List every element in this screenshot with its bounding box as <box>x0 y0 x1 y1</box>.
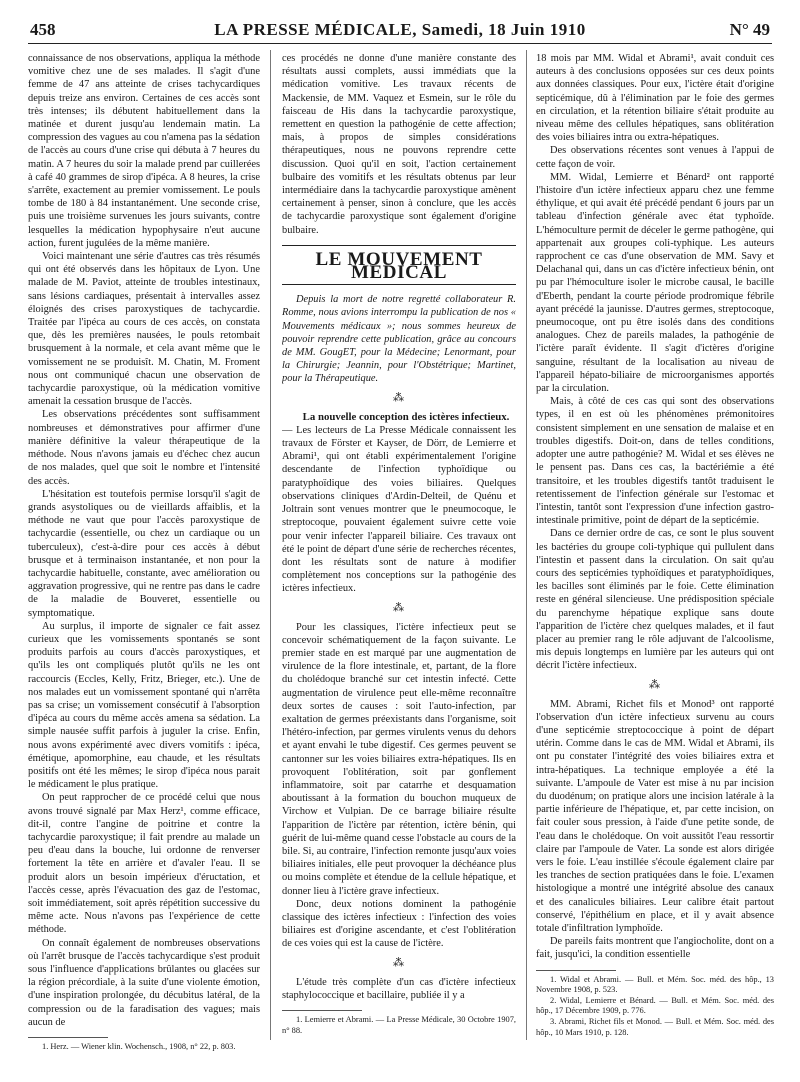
paragraph: 18 mois par MM. Widal et Abrami¹, avait conduit ces auteurs à des conclusions opposées sur ces deux points aux données classiques. Pour eux, l'ictère était d'origine septicémique, dû à l'élimination par le foie des germes en circulation, et la rétention biliaire s'était produite au niveau même des cellules hépatiques, sans oblitération des voies biliaires intra ou extra-hépatiques. <box>536 53 774 144</box>
paragraph: connaissance de nos observations, appliqua la méthode vomitive chez une de ses malades. Il s'agit d'une femme de 47 ans atteinte de crises tachycardiques depuis treize ans environ. Certaines de ces accès sont très intenses; ils débutent habituellement dans la matinée et durent jusqu'au lendemain matin. La compression des vagues au cou n'amena pas la sédation de l'accès au cours d'une crise qui débuta à 7 heures du matin. A 7 heures du soir la malade prend par cuillerées à café 40 grammes de sirop d'ipéca. A 8 heures, la crise s'arrête, exactement au premier vomissement. Le pouls tombe de 180 à 84 instantanément. Une seconde crise, puis une troisième survenues les jours suivants, contre lesquelles la médication hypophysaire n'eut aucune action, furent jugulées de la même manière. <box>28 53 260 249</box>
paragraph: Donc, deux notions dominent la pathogénie classique des ictères infectieux : l'infection des voies biliaires est d'origine ascendante, et c'est l'oblitération de ces voies qui est la cause de l'ictère. <box>282 898 516 950</box>
footnote-rule <box>536 970 616 971</box>
asterism: ⁂ <box>393 601 405 614</box>
footnote-rule <box>282 1010 362 1011</box>
column-separator <box>526 50 527 1040</box>
column-2 <box>282 52 516 1054</box>
section-title: LE MOUVEMENT MÉDICAL <box>282 245 516 285</box>
paragraph: ces procédés ne donne d'une manière constante des résultats aussi complets, aussi immédiats que la médication vomitive. Les travaux récents de Mackensie, de MM. Vaquez et Esmein, sur le rôle du faisceau de His dans la tachycardie paroxystique, remettent en question la pathogénie de cette affection; mais, à propos de simples considérations thérapeutiques, nous ne pouvons reprendre cette discussion. Quoi qu'il en soit, l'action certainement bulbaire des vomitifs et les résultats obtenus par leur intermédiaire dans la tachycardie paroxystique amènent certainement à penser, sinon à conclure, que les accès de tachycardie paroxystique sont également d'origine bulbaire. <box>282 53 516 236</box>
journal-title: LA PRESSE MÉDICALE, Samedi, 18 Juin 1910 <box>214 20 586 39</box>
page-header <box>30 20 770 40</box>
paragraph: De pareils faits montrent que l'angiocholite, dont on a fait, jusqu'ici, la condition essentielle <box>536 936 774 961</box>
asterism: ⁂ <box>393 956 405 969</box>
paragraph: Mais, à côté de ces cas qui sont des observations types, il en est où les phénomènes prémonitoires consistent simplement en une sensation de malaise et en troubles digestifs. Doit-on, dans de telles conditions, adopter une autre pathogénie? M. Widal et ses élèves ne le pensent pas. Dans ces cas, la bactériémie a été transitoire, et les troubles digestifs tantôt traduisent le retentissement de l'infection générale sur l'estomac et l'intestin, tantôt sont l'expression d'une infection gastro-intestinale primitive, point de départ de la septicémie. <box>536 396 774 527</box>
page-number: 458 <box>30 20 56 39</box>
paragraph: Pour les classiques, l'ictère infectieux peut se concevoir schématiquement de la façon suivante. Le premier stade en est marqué par une augmentation de virulence de la flore intestinale, et, partant, de la flore du cholédoque branché sur cet intestin infecté. Cette augmentation de virulence peut elle-même reconnaître deux sortes de causes : soit l'auto-infection, par exaltation de germes préexistants dans l'organisme, soit l'hétéro-infection, par germes virulents venus du dehors et ayant envahi le tube digestif. Ces germes peuvent se cantonner sur les voies biliaires extra-hépatiques. Ils en provoquent l'oblitération, soit par gonflement inflammatoire, soit par catarrhe et desquamation aboutissant à la formation du bouchon muqueux de Virchow et Vulpian. De ce barrage biliaire résulte l'apparition de l'ictère par rétention, ictère bénin, qui guérit de lui-même quand cesse l'obstacle au cours de la bile. Si, au contraire, l'infection remonte jusqu'aux voies biliaires initiales, elle peut provoquer la déchéance plus ou moins complète et étendue de la cellule hépatique, et donner lieu à l'ictère grave infectieux. <box>282 621 516 897</box>
footnote: 1. Herz. — Wiener klin. Wochensch., 1908, n° 22, p. 803. <box>42 1042 236 1052</box>
section-intro: Depuis la mort de notre regretté collaborateur R. Romme, nous avions interrompu la publication de nos « Mouvements médicaux »; nous sommes heureux de pouvoir reprendre cette publication, grâce au concours de MM. GougET, pour la Médecine; Lenormant, pour la Chirurgie; Jeannin, pour l'Obstétrique; Martinet, pour la Thérapeutique. <box>282 294 516 385</box>
header-rule <box>28 43 772 44</box>
paragraph: Dans ce dernier ordre de cas, ce sont le plus souvent les bactéries du groupe coli-typhique qui pullulent dans l'intestin et passent dans la circulation. On sait qu'au cours des septicémies typhoïdiques et paratyphoïdiques, les bacilles sont éliminés par le foie. Cette élimination reste en général silencieuse. Une prédisposition spéciale du parenchyme hépatique explique sans doute l'apparition de l'ictère chez quelques malades, et il faut placer au premier rang le rôle adjuvant de l'alcoolisme, mis depuis longtemps en lumière par les auteurs qui ont décrit l'ictère infectieux. <box>536 528 774 672</box>
footnote: 1. Widal et Abrami. — Bull. et Mém. Soc. méd. des hôp., 13 Novembre 1908, p. 523. <box>536 974 774 995</box>
footnote: 2. Widal, Lemierre et Bénard. — Bull. et Mém. Soc. méd. des hôp., 17 Décembre 1909, p. 776. <box>536 995 774 1016</box>
paragraph: MM. Abrami, Richet fils et Monod³ ont rapporté l'observation d'un ictère infectieux survenu au cours d'une septicémie streptococcique à point de départ utérin. Comme dans le cas de MM. Widal et Abrami, ils ont pu constater l'intégrité des voies biliaires extra et intra-hépatiques. La technique employée a été la suivante. L'ampoule de Vater est mise à nu par incision du duodénum; on pratique alors une incision latérale à la partie inférieure de l'hépatique, et, par cette incision, on fait couler sous pression, à l'aide d'une petite sonde, de l'eau dans le cholédoque. On voit aussitôt l'eau ressortir claire par l'ampoule de Vater. La sonde est alors dirigée vers le foie. L'eau instillée s'écoule également claire par les tranches de section pratiquées dans le foie. L'examen histologique a montré une intégrité absolue des canaux et des canalicules biliaires. Leur calibre était partout conservé, l'épithélium en place, et il y avait absence totale d'infiltration lymphoïde. <box>536 698 774 934</box>
paragraph: Des observations récentes sont venues à l'appui de cette façon de voir. <box>536 145 774 170</box>
paragraph: L'étude très complète d'un cas d'ictère infectieux staphylococcique et bacillaire, publiée il y a <box>282 976 516 1001</box>
issue-number: N° 49 <box>729 20 770 39</box>
asterism: ⁂ <box>393 391 405 404</box>
footnote: 1. Lemierre et Abrami. — La Presse Médicale, 30 Octobre 1907, n° 88. <box>282 1015 516 1035</box>
article-subhead: La nouvelle conception des ictères infectieux. <box>302 410 510 423</box>
column-3 <box>536 52 774 1054</box>
column-1 <box>28 52 260 1054</box>
paragraph: Voici maintenant une série d'autres cas très résumés qui ont été observés dans les hôpitaux de Lyon. Une malade de M. Paviot, atteinte de troubles intestinaux, sans lésions cardiaques, présentait à intervalles assez éloignés des crises paroxystiques de tachycardie. Traitée par l'ipéca au cours de ces accès, on constata que, dès les premières nausées, le pouls retombait brusquement à la normale, et cela avant même que le vomissement ne se produisît. M. Chatin, M. Froment nous ont communiqué chacun une observation de tachycardie paroxystique, où la médication vomitive amenait la cessation brusque de l'accès. <box>28 251 260 408</box>
column-separator <box>270 50 271 1040</box>
paragraph: MM. Widal, Lemierre et Bénard² ont rapporté l'histoire d'un ictère infectieux apparu chez une femme éthylique, et qui avait été précédé pendant 6 jours par un tableau d'infection générale avec état typhoïde. L'hémoculture permit de déceler le germe pathogène, qui appartenait aux groupes coli-typhique. Les auteurs rapprochent ce cas d'une observation de MM. Savy et Delachanal qui, dans un cas d'ictère infectieux bénin, ont pu par l'hémoculture isoler le microbe causal, le bacille d'Eberth, pendant la courte période prodromique fébrile ayant précédé la jaunisse. D'autres germes, streptocoque, pneumocoque, ont pu être isolés dans des conditions analogues. Chez de pareils malades, la pathogénie de l'ictère paraît évidente. Il s'agit d'ictères d'origine sanguine, résultant de la localisation au niveau de l'appareil hépato-biliaire de microorganismes apportés par la circulation. <box>536 171 774 395</box>
paragraph: L'hésitation est toutefois permise lorsqu'il s'agit de grands asystoliques ou de vieillards affaiblis, et la méthode ne vaut que pour l'accès paroxystique de tachycardie (essentielle, ou chez un cardiaque ou un tuberculeux), c'est-à-dire pour ces accès à début brusque et à terminaison instantanée, et non pour la tachycardie habituelle, constante, avec amélioration ou aggravation progressive, qui ne rentre pas dans le cadre de la maladie de Bouveret, essentielle ou symptomatique. <box>28 488 260 619</box>
asterism: ⁂ <box>649 678 661 691</box>
paragraph: Au surplus, il importe de signaler ce fait assez curieux que les vomissements spontanés se sont produits parfois au cours d'accès paroxystiques, et qu'ils les ont compliqués plutôt qu'ils ne les ont raccourcis (Eccles, Kelly, Fritz, Brieger, etc.). Une de nos malades eut un vomissement spontané qui n'arrêta pas sa crise; un vomissement consécutif à l'absorption d'ipéca au cours du même accès amena sa sédation. La simple nausée suffit parfois à juguler la crise. Enfin, nous avons expérimenté avec divers vomitifs : ipéca, émétique, apomorphine, eau chaude, et les résultats positifs ont été les mêmes; le sirop d'ipéca nous parait le médicament le plus pratique. <box>28 620 260 791</box>
footnote-rule <box>28 1037 108 1038</box>
footnote: 3. Abrami, Richet fils et Monod. — Bull. et Mém. Soc. méd. des hôp., 10 Mars 1910, p. 128. <box>536 1016 774 1037</box>
paragraph: On connaît également de nombreuses observations où l'arrêt brusque de l'accès tachycardique s'est produit sous l'influence d'applications brûlantes ou glacées sur la région précordiale, à la suite d'une violente émotion, d'une inspiration prolongée, du décubitus latéral, de la compression ou de la faradisation des vagues; mais aucun de <box>28 937 260 1028</box>
paragraph: Les observations précédentes sont suffisamment nombreuses et démonstratives pour affirmer d'une manière définitive la valeur thérapeutique de la méthode. Nous n'avons jamais eu d'échec chez aucun de nos malades, quel que soit le nombre et l'intensité des accès. <box>28 409 260 487</box>
paragraph: On peut rapprocher de ce procédé celui que nous avons trouvé signalé par Max Herz¹, comme efficace, dit-il, contre l'angine de poitrine et contre la tachycardie paroxystique; il fait prendre au malade un peu d'eau dans la bouche, lui ordonne de renverser fortement la tête en arrière et d'avaler l'eau. Il se produit alors un besoin impérieux d'éructation, et l'accès cesse, après l'évacuation des gaz de l'estomac, soit immédiatement, soit après répétition successive du même acte. Nous n'avons pas l'expérience de cette méthode. <box>28 792 260 936</box>
paragraph: — Les lecteurs de La Presse Médicale connaissent les travaux de Förster et Kayser, de Dörr, de Lemierre et Abrami¹, qui ont établi expérimentalement l'origine descendante de l'infection typhoïdique ou paratyphoïdique des voies biliaires. Quelques observations cliniques d'Ardin-Delteil, de Quénu et Joltrain sont venues montrer que le pneumocoque, le streptocoque, pouvaient également suivre cette voie pour venir infecter l'appareil biliaire. Ces travaux ont été le point de départ d'une série de recherches récentes, dont les résultats sont de nature à modifier complètement nos conceptions sur la pathogénie des ictères infectieux. <box>282 424 516 595</box>
